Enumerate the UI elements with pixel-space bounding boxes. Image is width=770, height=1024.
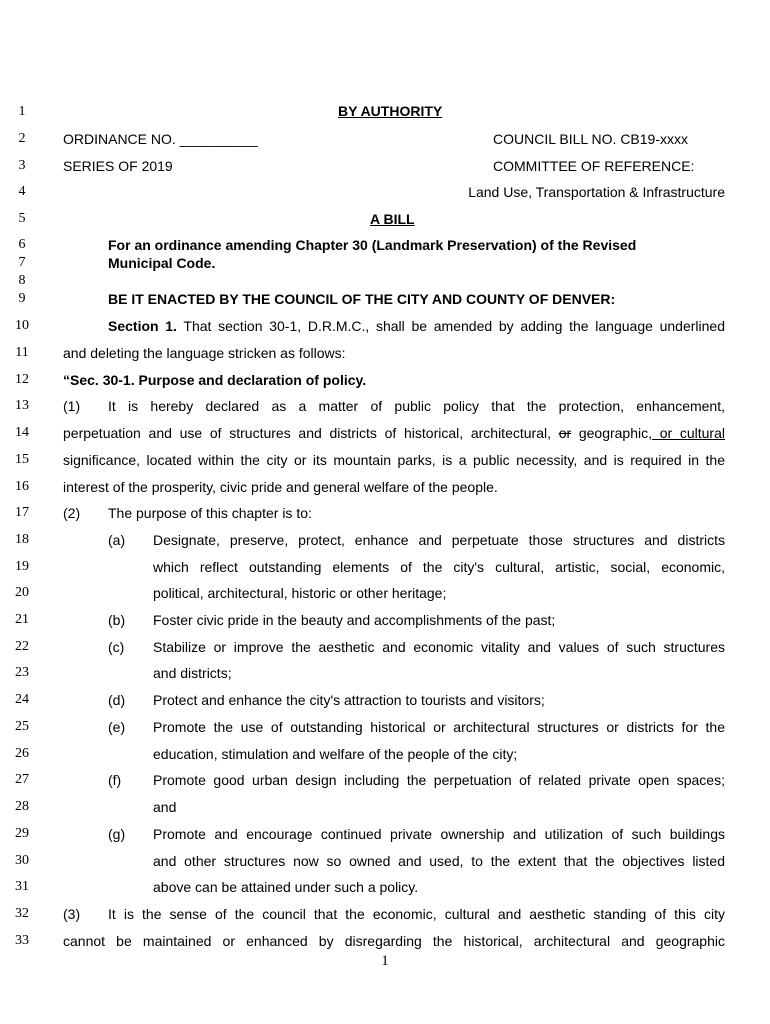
line-number: 32 <box>15 906 29 921</box>
list-item-line: education, stimulation and welfare of the people of the city; <box>153 746 518 762</box>
list-item-line: political, architectural, historic or other heritage; <box>153 585 447 601</box>
line-number: 12 <box>15 372 29 387</box>
p1-line3: significance, located within the city or its mountain parks, is a public necessity, and is required in the <box>63 452 725 468</box>
line-number: 21 <box>15 612 29 627</box>
ordinance-number: ORDINANCE NO. __________ <box>63 131 258 147</box>
list-item-line: Promote and encourage continued private ownership and utilization of such buildings <box>153 826 725 842</box>
line-number: 13 <box>15 398 29 413</box>
line-number: 29 <box>15 826 29 841</box>
line-number: 28 <box>15 799 29 814</box>
list-item-label: (a) <box>108 532 126 548</box>
section-1-line2: and deleting the language stricken as follows: <box>63 345 346 361</box>
p2-number: (2) <box>63 505 81 521</box>
line-number: 2 <box>18 131 26 146</box>
list-item-line: and districts; <box>153 665 232 681</box>
line-number: 19 <box>15 559 29 574</box>
sec-30-1-heading: “Sec. 30-1. Purpose and declaration of policy. <box>63 372 367 388</box>
list-item-line: Stabilize or improve the aesthetic and economic vitality and values of such structures <box>153 639 725 655</box>
list-item-label: (e) <box>108 719 126 735</box>
list-item-line: Protect and enhance the city's attraction to tourists and visitors; <box>153 692 545 708</box>
list-item-line: above can be attained under such a policy. <box>153 879 419 895</box>
p1-number: (1) <box>63 398 81 414</box>
list-item-line: and <box>153 799 177 815</box>
p2-intro: The purpose of this chapter is to: <box>108 505 312 521</box>
line-number: 27 <box>15 772 29 787</box>
inserted-text: , <box>547 425 551 441</box>
list-item-label: (c) <box>108 639 125 655</box>
committee-name: Land Use, Transportation & Infrastructure <box>468 184 725 200</box>
list-item-label: (b) <box>108 612 126 628</box>
p1-line1: It is hereby declared as a matter of public policy that the protection, enhancement, <box>108 398 725 414</box>
line-number: 9 <box>18 291 26 306</box>
p3-line2: cannot be maintained or enhanced by disregarding the historical, architectural and geographic <box>63 933 725 949</box>
line-number: 7 <box>18 255 26 270</box>
line-number: 17 <box>15 505 29 520</box>
inserted-text: , or cultural <box>648 425 725 441</box>
enacting-clause: BE IT ENACTED BY THE COUNCIL OF THE CITY AND COUNTY OF DENVER: <box>108 291 616 307</box>
p1-line2-text: geographic <box>578 425 649 441</box>
section-1-line1 <box>108 318 725 334</box>
deleted-text: or <box>558 425 572 441</box>
line-number: 20 <box>15 585 29 600</box>
line-number: 5 <box>18 211 26 226</box>
list-item-label: (f) <box>108 772 122 788</box>
list-item-line: Promote the use of outstanding historical or architectural structures or districts for the <box>153 719 725 735</box>
line-number: 1 <box>18 104 26 119</box>
page-number: 1 <box>381 953 389 969</box>
p1-line2 <box>63 425 725 441</box>
p3-line1: It is the sense of the council that the economic, cultural and aesthetic standing of this city <box>108 906 725 922</box>
section-1-label: Section 1. <box>108 318 177 334</box>
line-number: 11 <box>15 345 29 360</box>
line-number: 25 <box>15 719 29 734</box>
line-number: 24 <box>15 692 29 707</box>
line-number: 22 <box>15 639 29 654</box>
section-1-text: That section 30-1, D.R.M.C., shall be amended by adding the language underlined <box>183 318 725 334</box>
line-number: 26 <box>15 746 29 761</box>
p1-line2-text: perpetuation and use of structures and districts of historical, architectural <box>63 425 548 441</box>
line-number: 8 <box>18 273 26 288</box>
p1-line4: interest of the prosperity, civic pride and general welfare of the people. <box>63 479 498 495</box>
bill-title-line2: Municipal Code. <box>108 255 216 271</box>
by-authority-heading: BY AUTHORITY <box>338 103 443 119</box>
council-bill-number: COUNCIL BILL NO. CB19-xxxx <box>493 131 689 147</box>
line-number: 33 <box>15 933 29 948</box>
list-item-line: Promote good urban design including the perpetuation of related private open spaces; <box>153 772 725 788</box>
list-item-line: and other structures now so owned and used, to the extent that the objectives listed <box>153 853 725 869</box>
committee-label: COMMITTEE OF REFERENCE: <box>493 158 695 174</box>
line-number: 10 <box>15 318 29 333</box>
p3-number: (3) <box>63 906 81 922</box>
line-number: 3 <box>18 158 26 173</box>
list-item-line: Designate, preserve, protect, enhance and perpetuate those structures and districts <box>153 532 725 548</box>
line-number: 4 <box>18 184 26 199</box>
a-bill-heading: A BILL <box>370 211 415 227</box>
line-number: 16 <box>15 479 29 494</box>
list-item-label: (g) <box>108 826 126 842</box>
series-year: SERIES OF 2019 <box>63 158 173 174</box>
list-item-label: (d) <box>108 692 126 708</box>
line-number: 23 <box>15 665 29 680</box>
line-number: 18 <box>15 532 29 547</box>
line-number: 14 <box>15 425 29 440</box>
line-number: 6 <box>18 237 26 252</box>
line-number: 30 <box>15 853 29 868</box>
list-item-line: which reflect outstanding elements of the city's cultural, artistic, social, economic, <box>153 559 725 575</box>
line-number: 15 <box>15 452 29 467</box>
line-number: 31 <box>15 879 29 894</box>
list-item-line: Foster civic pride in the beauty and accomplishments of the past; <box>153 612 556 628</box>
bill-title-line1: For an ordinance amending Chapter 30 (Landmark Preservation) of the Revised <box>108 237 637 253</box>
